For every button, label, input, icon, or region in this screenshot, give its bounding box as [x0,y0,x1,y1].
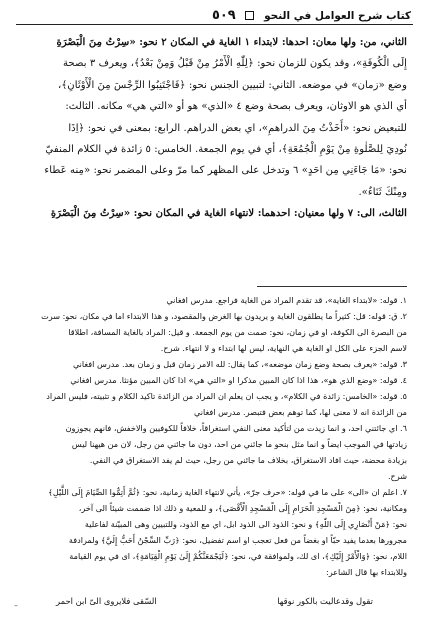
footnote-line: مجرورها بعدما يفيد حبّاً او بغضاً من فعل تعجب او اسم تفضيل، نحو: ﴿رَبِّ السِّجْنُ أَحَبُّ إِلَيَّ﴾ ولمرادفة [68,535,407,545]
footnote-line: ٥. قوله: «الخامس: زائدة في الكلام»، و يجب ان يعلم ان المراد من الزائدة تاكيد الكلام و تثبيته، فليس المراد [46,391,407,401]
poetry-verse [56,596,373,606]
footnote-line: ٧. اعلم ان «الى» على ما في قوله: «حرف جرّ»، يأتي لانتهاء الغاية زمانية، نحو: ﴿ثُمَّ أَتِمُّوا الصِّيَامَ إِلَى اللَّيْلِ﴾ [48,487,407,497]
footnotes [22,292,407,580]
book-title: كتاب شرح العوامل في النحو [264,9,411,22]
footnote-separator [257,286,407,287]
square-ornament-icon [245,11,254,20]
main-text [22,32,407,225]
footnote-line: اللام، نحو: ﴿وَالْأَمْرُ إِلَيْكِ﴾، اى لك، ولموافقة في، نحو: ﴿لَيَجْمَعَنَّكُمْ إِلَىٰ يَوْمِ الْقِيَامَةِ﴾، اى في يوم القيامة [69,551,407,561]
main-line: نُودِيَ لِلصَّلٰوةِ مِنْ يَوْمِ الْجُمُعَةِ﴾، أي في يوم الجمعة. الخامس: ٥ زائدة في الكلام المنفيّ [45,144,407,156]
main-line: إِلَى الْكُوفَةِ»، وقد يكون للزمان نحو: ﴿لِلّٰهِ الْأَمْرُ مِنْ قَبْلُ وَمِنْ بَعْدُ﴾، ويعرف ٣ بصحة [62,58,407,70]
footnote-line: من البصرة الى الكوفة، او في زمان، نحو: صمت من يوم الجمعة. و قيل: المراد بالغاية المسافة، اطلاقا [68,327,407,337]
footnote-line: ٢. ق: قوله: قل: كثيراً ما يطلقون الغاية و يريدون بها الغرض والمقصود، و هذا الابتداء اما في مكان، نحو: سرت [41,311,407,321]
verse-first-hemistich: تقول وقدعاليت بالكور نوقها [277,596,373,606]
main-line: ومِنْكَ ثَنَاءٌ». [358,186,407,198]
main-line: أي الذي هو الاوثان، ويعرف بصحة وضع ٤ «الذي» هو أو «التي هي» مكانه. الثالث: [65,101,407,113]
footnote-line: شرح. [387,471,407,481]
footnote-line: ٣. قوله: «يعرف بصحة وضع زمان موضعه»، كما يقال: لله الامر زمان قبل و زمان بعد. مدرس افغاني [72,359,407,369]
main-line: للتبعيض نحو: «أَخَذْتُ مِنَ الدراهمِ»، اي بعض الدراهم. الرابع: بمعنى في نحو: ﴿اِذَا [68,122,407,134]
page-number: ٥٠٩ [211,7,236,23]
running-title [212,8,411,23]
footnote-line: من الزائدة انه لا معنى لها، كما توهم بعض فتبصر. مدرس افغاني [194,407,407,417]
footnote-line: زيادتها في الموجب ايضاً و انما مثل بنحو ما جائني من احد، دون ما جائني من رجل، لان من هيهنا ليس [71,439,407,449]
verse-second-hemistich: السّقى فلايروى الىّ ابن احمر [56,596,157,606]
main-line: الثاني، من: ولها معان: احدها: لابتداء ١ الغاية في المكان ٢ نحو: «سِرْتُ مِنَ الْبَصْرَةِ [56,36,407,48]
page-edge-mark: – [14,601,18,610]
main-line: وضع «زمان» في موضعه. الثاني: لتبيين الجنس نحو: ﴿فَاجْتَنِبُوا الرِّجْسَ مِنَ الْأَوْثَانِ﴾، [58,79,407,91]
footnote-line: نحو: ﴿مَنْ أَنْصَارِي إِلَى اللّٰهِ﴾ و نحو: الذود الى الذود ابل، اي مع الذود، وللتبيين وهى المبيّنة لفاعلية [84,519,407,529]
footnote-line: لاسم الجزء على الكل او الغاية هي النهاية، ليس لها ابتداء و لا انتهاء. شرح. [160,343,407,353]
header-rule [16,24,413,25]
footnote-line: ومكانية، نحو: ﴿مِنَ الْمَسْجِدِ الْحَرَامِ إِلَى الْمَسْجِدِ الْأَقْصَى﴾، و للمعية و ذلك اذا ضممت شيئاً الى آخر، [78,503,407,513]
main-line: الثالث، الى: ٧ ولها معنيان: احدهما: لانتهاء الغاية في المكان نحو: «سِرْتُ مِنَ الْبَصْرَةِ [50,207,407,220]
footnote-line: بزيادة محضة، حيث افاد الاستغراق، بخلاف ما جائني من رجل، حيث لم يفد الاستغراق في النفي. [89,455,407,465]
footnote-line: ٤. قوله: «وضع الذي هو»، هذا اذا كان المبين مذكرا او «التي هي» اذا كان المبين مؤنثا. مدرس افغاني [70,375,407,385]
main-line: نحو: «مَا جَاءَنِي مِن احَدٍ» ٦ وتدخل على المظهر كما مرّ وعلى المضمر نحو: «مِنه عَطاء [44,165,407,177]
footnote-line: ٦. اي جائتني احد، و انما زيدت من لتأكيد معنى النفي استغراقاً، خلافاً للكوفيين والاخفش، فانهم يجوزون [65,423,407,433]
running-header [18,6,411,24]
footnote-line: وللابتداء بها قال الشاعر: [325,567,407,577]
footnote-line: ١. قوله: «لابتداء الغاية»، قد تقدم المراد من الغاية فراجع. مدرس افغاني [166,295,407,305]
